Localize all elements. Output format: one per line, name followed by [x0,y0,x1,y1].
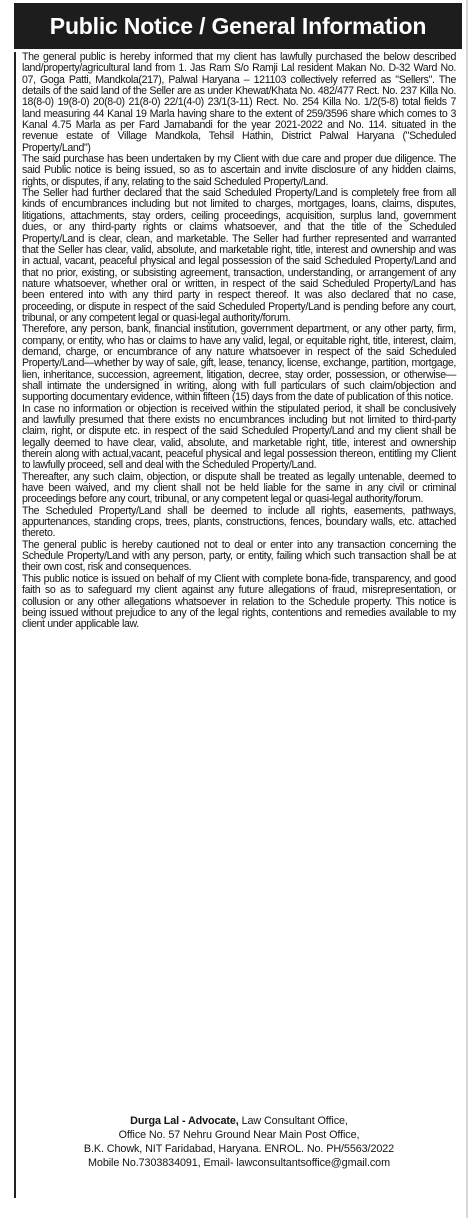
signature-address: Office No. 57 Nehru Ground Near Main Post Office, [118,1129,360,1141]
paragraph-property-inclusions: The Scheduled Property/Land shall be deemed to include all rights, easements, pathways, appurtenances, standing crops, trees, plants, constructions, fences, boundary walls, etc. attached thereto. [22,504,456,540]
paragraph-good-faith: This public notice is issued on behalf of my Client with complete bona-fide, transparency, and good faith so as to safeguard my client against any future allegations of fraud, misrepresentation, or collusion or any other allegations whatsoever in relation to the Schedule property. This notice is being issued without prejudice to any of the legal rights, contentions and remedies available to my client under applicable law. [22,572,456,631]
signature-enrolment: B.K. Chowk, NIT Faridabad, Haryana. ENROL. No. PH/5563/2022 [83,1143,395,1155]
signature-contact: Mobile No.7303834091, Email- lawconsultantsoffice@gmail.com [88,1157,390,1169]
signature-line-1 [22,1114,456,1128]
paragraph-claims-invitation: Therefore, any person, bank, financial institution, government department, or any other party, firm, company, or entity, who has or claims to have any valid, legal, or equitable right, title, interest, claim, demand, charge, or encumbrance of any nature whatsoever in respect of the said Scheduled Property/Land—whether by way of sale, gift, lease, tenancy, license, exchange, partition, mortgage, lien, inheritance, succession, agreement, litigation, decree, stay order, possession, or otherwise—shall intimate the undersigned in writing, along with full particulars of such claim/objection and supporting documentary evidence, within fifteen (15) days from the date of publication of this notice. [22,323,456,404]
notice-title: Public Notice / General Information [14,3,462,49]
notice-body [22,52,456,631]
paragraph-due-diligence: The said purchase has been undertaken by my Client with due care and proper due diligence. The said Public notice is being issued, so as to ascertain and invite disclosure of any hidden claims, rights, or disputes, if any, relating to the said Scheduled Property/Land. [22,153,456,188]
advocate-signature-block [22,1114,456,1170]
paragraph-seller-declaration: The Seller had further declared that the said Scheduled Property/Land is completely free from all kinds of encumbrances including but not limited to charges, mortgages, loans, claims, disputes, litigations, attachments, stay orders, ceiling proceedings, acquisition, surplus land, government dues, or any third-party rights or claims whatsoever, and that the title of the Scheduled Property/Land is clear, clean, and marketable. The Seller had further represented and warranted that the Seller has clear, valid, absolute, and marketable right, title, interest and ownership and was in actual, vacant, peaceful physical and legal possession of the said Scheduled Property/Land and that no prior, existing, or subsisting agreement, transaction, understanding, or arrangement of any nature whatsoever, whether oral or written, in respect of the said Scheduled Property/Land has been entered into with any third party in respect thereof. It was also declared that no case, proceeding, or dispute in respect of the said Scheduled Property/Land is pending before any court, tribunal, or any competent legal or quasi-legal authority/forum. [22,187,456,324]
advocate-name: Durga Lal - Advocate, [130,1115,239,1127]
paragraph-public-caution: The general public is hereby cautioned not to deal or enter into any transaction concerning the Schedule Property/Land with any person, party, or entity, failing which such transaction shall be at their own cost, risk and consequences. [22,538,456,574]
advocate-firm: Law Consultant Office, [238,1115,348,1127]
paragraph-claims-untenable: Thereafter, any such claim, objection, or dispute shall be treated as legally untenable, deemed to have been waived, and my client shall not be held liable for the same in any civil or criminal proceedings before any court, tribunal, or any competent legal or quasi-legal authority/forum. [22,470,456,506]
paragraph-purchase-details: The general public is hereby informed that my client has lawfully purchased the below described land/property/agricultural land from 1. Jas Ram S/o Ramji Lal resident Makan No. D-32 Ward No. 07, Goga Patti, Mandkola(217), Palwal Haryana – 121103 collectively referred as "Sellers". The details of the said land of the Seller are as under Khewat/Khata No. 482/477 Rect. No. 237 Killa No. 18(8-0) 19(8-0) 20(8-0) 21(8-0) 22/1(4-0) 23/1(3-11) Rect. No. 254 Killa No. 1/2(5-8) total fields 7 land measuring 44 Kanal 19 Marla having share to the extent of 259/3596 share which comes to 3 Kanal 4.75 Marla as per Fard Jamabandi for the year 2021-2022 and No. 114. situated in the revenue estate of Village Mandkola, Tehsil Hathin, District Palwal Haryana ("Scheduled Property/Land") [22,51,456,154]
paragraph-no-objection-presumption: In case no information or objection is received within the stipulated period, it shall be conclusively and lawfully presumed that there exists no encumbrances including but not limited to third-party claim, right, or dispute etc. in respect of the said Scheduled Property/Land and my client shall be legally deemed to have clear, valid, absolute, and marketable right, title, interest and ownership therein along with actual,vacant, peaceful physical and legal possession thereon, entitling my Client to lawfully proceed, sell and deal with the Scheduled Property/Land. [22,402,456,472]
